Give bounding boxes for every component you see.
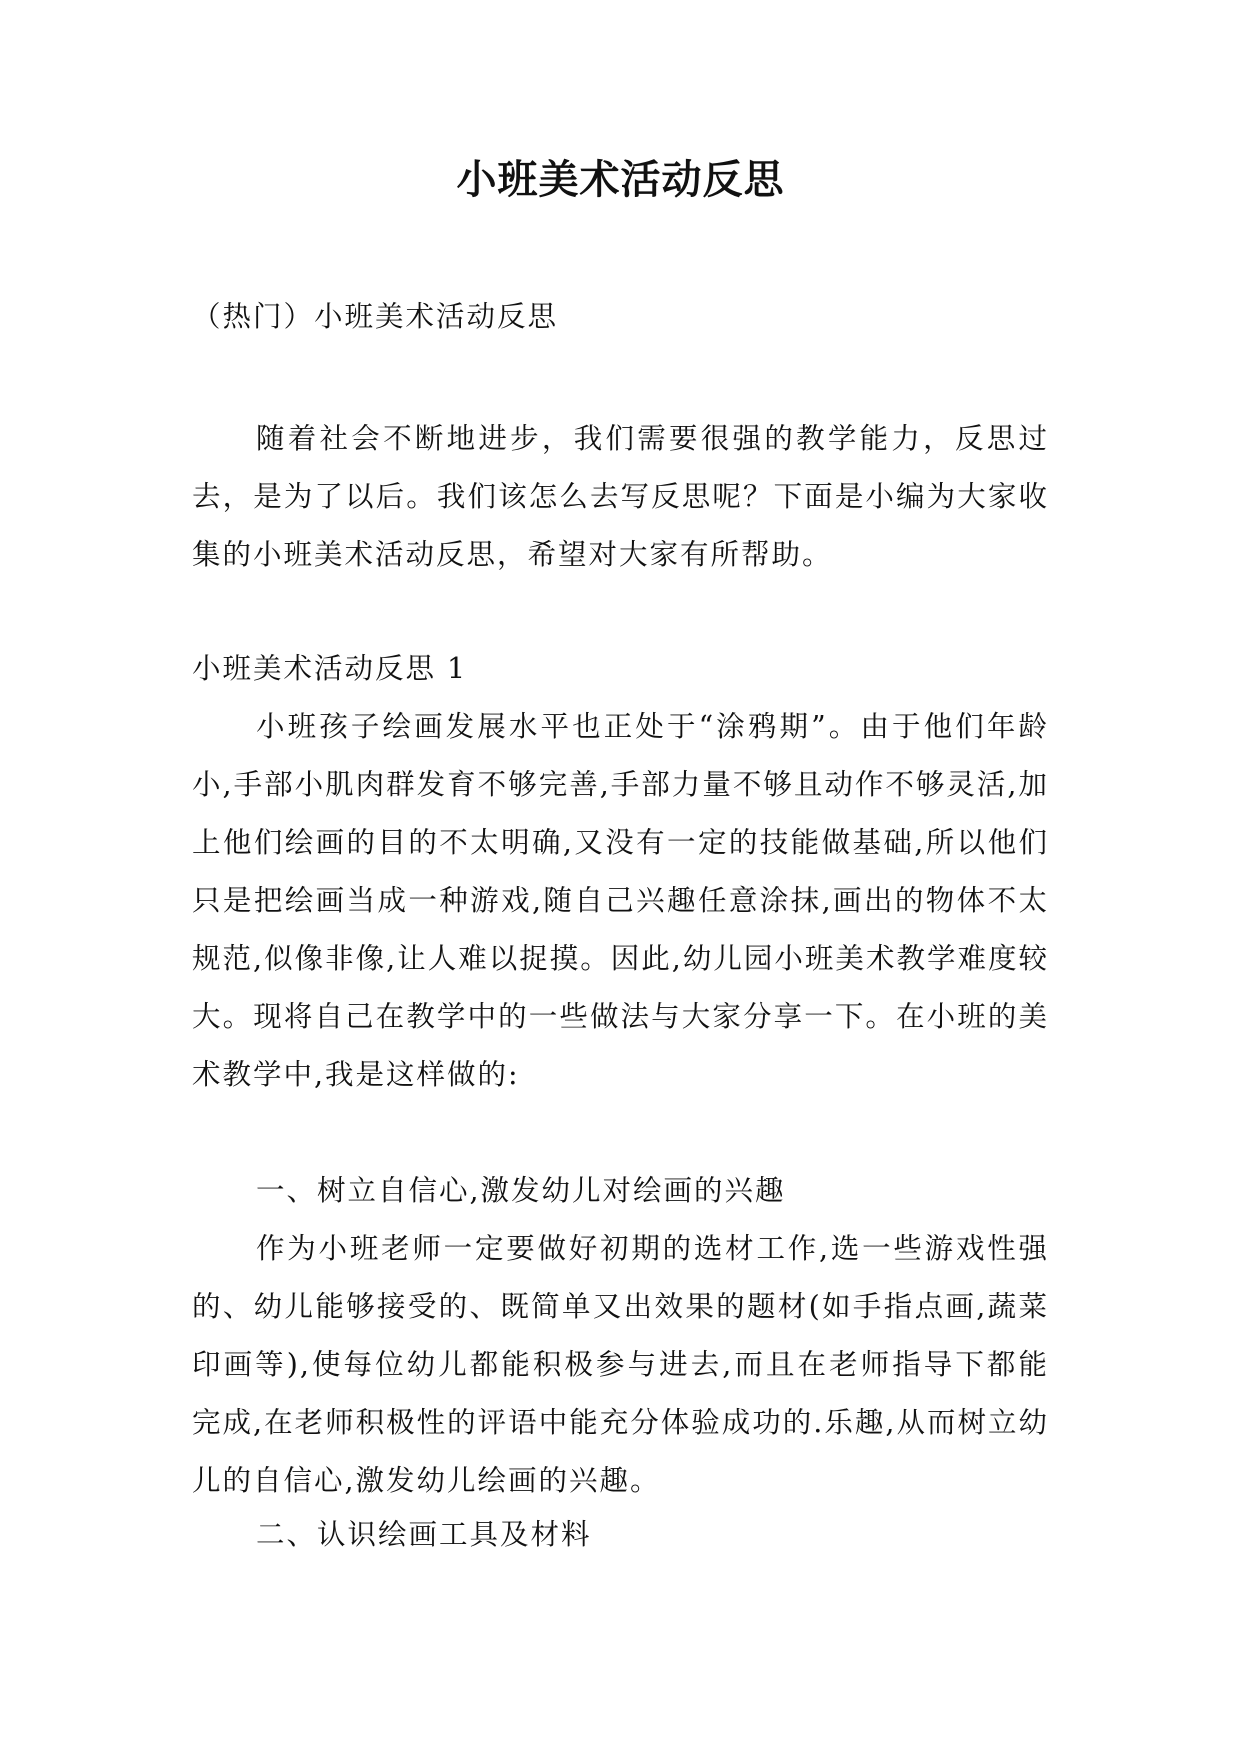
subheading-two: 二、认识绘画工具及材料 xyxy=(256,1518,592,1551)
body-paragraph: 小班孩子绘画发展水平也正处于“涂鸦期”。由于他们年龄小,手部小肌肉群发育不够完善,手部力量不够且动作不够灵活,加上他们绘画的目的不太明确,又没有一定的技能做基础,所以他们只是把绘画当成一种游戏,随自己兴趣任意涂抹,画出的物体不太规范,似像非像,让人难以捉摸。因此,幼儿园小班美术教学难度较大。现将自己在教学中的一些做法与大家分享一下。在小班的美术教学中,我是这样做的: xyxy=(192,710,1049,1091)
section-heading: 小班美术活动反思 1 xyxy=(192,652,468,685)
intro-paragraph: 随着社会不断地进步，我们需要很强的教学能力，反思过去，是为了以后。我们该怎么去写反思呢？下面是小编为大家收集的小班美术活动反思，希望对大家有所帮助。 xyxy=(192,422,1049,571)
subheading-one: 一、树立自信心,激发幼儿对绘画的兴趣 xyxy=(256,1174,786,1207)
body-paragraph: 作为小班老师一定要做好初期的选材工作,选一些游戏性强的、幼儿能够接受的、既简单又出效果的题材(如手指点画,蔬菜印画等),使每位幼儿都能积极参与进去,而且在老师指导下都能完成,在老师积极性的评语中能充分体验成功的.乐趣,从而树立幼儿的自信心,激发幼儿绘画的兴趣。 xyxy=(192,1232,1049,1497)
document-title: 小班美术活动反思 xyxy=(456,157,785,203)
document-subtitle: （热门）小班美术活动反思 xyxy=(192,300,559,333)
